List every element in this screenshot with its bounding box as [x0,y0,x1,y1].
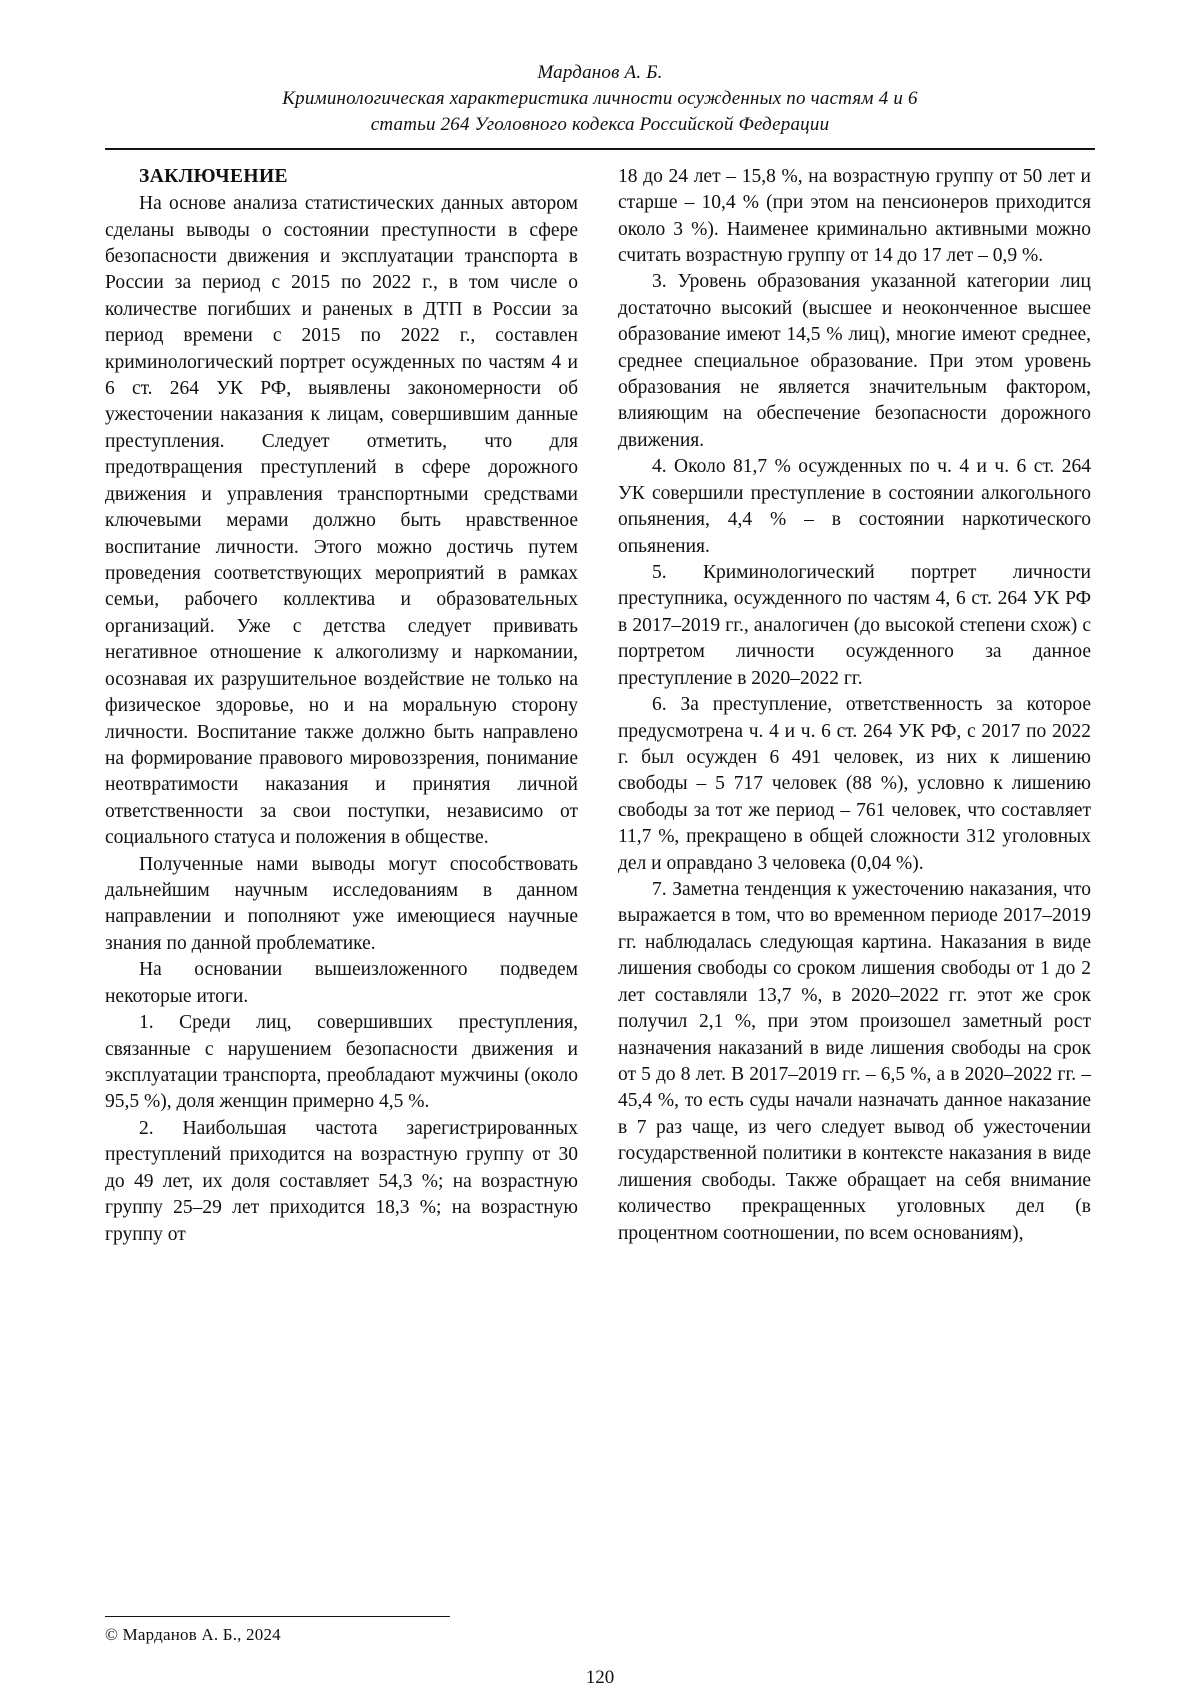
running-header [105,60,1095,139]
left-column [105,164,578,1248]
paragraph: На основании вышеизложенного подведем некоторые итоги. [105,959,578,1007]
paragraph: 3. Уровень образования указанной категории лиц достаточно высокий (высшее и неоконченное высшее образование имеют 14,5 % лиц), многие имеют среднее, среднее специальное образование. При этом уровень образования не является значительным фактором, влияющим на обеспечение безопасности дорожного движения. [618,271,1091,451]
footer-divider [105,1616,450,1617]
right-column [618,164,1091,1248]
header-title-line-2: статьи 264 Уголовного кодекса Российской Федерации [370,114,830,136]
paragraph: 7. Заметна тенденция к ужесточению наказания, что выражается в том, что во временном периоде 2017–2019 гг. наблюдалась следующая картина. Наказания в виде лишения свободы со сроком лишения свободы от 1 до 2 лет составляли 13,7 %, в 2020–2022 гг. этот же срок получил 2,1 %, при этом произошел заметный рост назначения наказаний в виде лишения свободы на срок от 5 до 8 лет. В 2017–2019 гг. – 6,5 %, а в 2020–2022 гг. – 45,4 %, то есть суды начали назначать данное наказание в 7 раз чаще, из чего следует вывод об ужесточении государственной политики в контексте наказания в виде лишения свободы. Также обращает на себя внимание количество прекращенных уголовных дел (в процентном соотношении, по всем основаниям), [618,879,1091,1244]
section-heading-conclusion: ЗАКЛЮЧЕНИЕ [139,165,288,187]
header-divider [105,148,1095,150]
paragraph: 1. Среди лиц, совершивших преступления, связанные с нарушением безопасности движения и эксплуатации транспорта, преобладают мужчины (около 95,5 %), доля женщин примерно 4,5 %. [105,1012,578,1113]
paragraph: Полученные нами выводы могут способствовать дальнейшим научным исследованиям в данном направлении и пополняют уже имеющиеся научные знания по данной проблематике. [105,853,578,954]
paragraph-continued: 18 до 24 лет – 15,8 %, на возрастную группу от 50 лет и старше – 10,4 % (при этом на пенсионеров приходится около 3 %). Наименее криминально активными можно считать возрастную группу от 14 до 17 лет – 0,9 %. [618,165,1091,266]
paragraph: 6. За преступление, ответственность за которое предусмотрена ч. 4 и ч. 6 ст. 264 УК РФ, с 2017 по 2022 г. был осужден 6 491 человек, из них к лишению свободы – 5 717 человек (88 %), условно к лишению свободы за тот же период – 761 человек, что составляет 11,7 %, прекращено в общей сложности 312 уголовных дел и оправдано 3 человека (0,04 %). [618,694,1091,874]
paragraph: На основе анализа статистических данных автором сделаны выводы о состоянии преступности в сфере безопасности движения и эксплуатации транспорта в России за период с 2015 по 2022 г., в том числе о количестве погибших и раненых в ДТП в России за период времени с 2015 по 2022 г., составлен криминологический портрет осужденных по частям 4 и 6 ст. 264 УК РФ, выявлены закономерности об ужесточении наказания к лицам, совершившим данные преступления. Следует отметить, что для предотвращения преступлений в сфере дорожного движения и управления транспортными средствами ключевыми мерами должно быть нравственное воспитание личности. Этого можно достичь путем проведения соответствующих мероприятий в рамках семьи, рабочего коллектива и образовательных организаций. Уже с детства следует прививать негативное отношение к алкоголизму и наркомании, осознавая их разрушительное воздействие не только на физическое здоровье, но и на моральную сторону личности. Воспитание также должно быть направлено на формирование правового мировоззрения, понимание неотвратимости наказания и принятия личной ответственности за свои поступки, независимо от социального статуса и положения в обществе. [105,193,578,849]
page-number: 120 [585,1667,615,1688]
header-author: Марданов А. Б. [537,62,663,83]
copyright-notice: © Марданов А. Б., 2024 [105,1625,281,1644]
paragraph: 5. Криминологический портрет личности преступника, осужденного по частям 4, 6 ст. 264 УК РФ в 2017–2019 гг., аналогичен (до высокой степени схож) с портретом личности осужденного за данное преступление в 2020–2022 гг. [618,561,1091,689]
two-column-body [105,164,1095,1248]
header-title-line-1: Криминологическая характеристика личности осужденных по частям 4 и 6 [282,88,918,110]
paragraph: 2. Наибольшая частота зарегистрированных преступлений приходится на возрастную группу от 30 до 49 лет, их доля составляет 54,3 %; на возрастную группу 25–29 лет приходится 18,3 %; на возрастную группу от [105,1117,578,1245]
paragraph: 4. Около 81,7 % осужденных по ч. 4 и ч. 6 ст. 264 УК совершили преступление в состоянии алкогольного опьянения, 4,4 % – в состоянии наркотического опьянения. [618,456,1091,557]
page-footer [105,1616,1095,1645]
